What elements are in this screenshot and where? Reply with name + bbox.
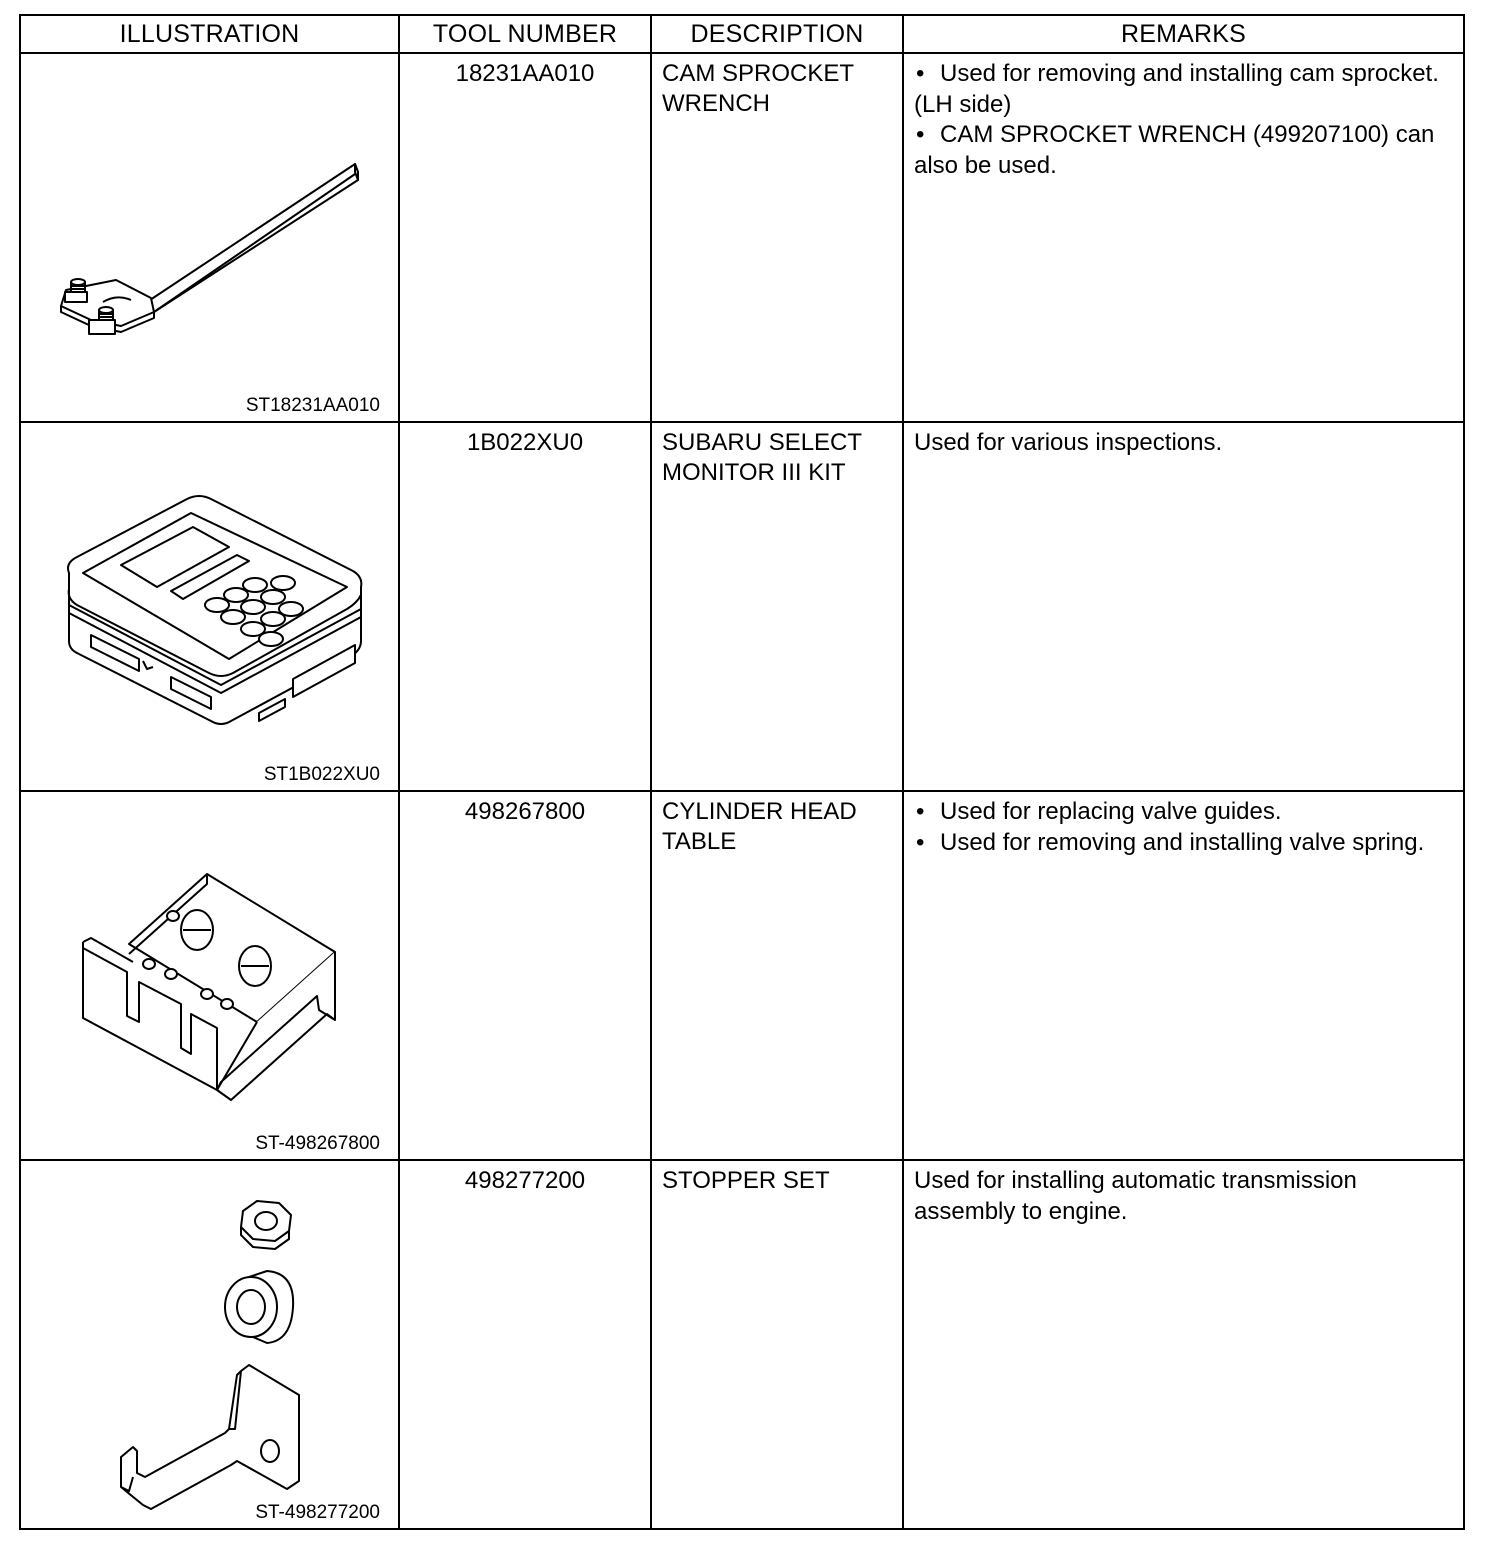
remark-text: also be used. (914, 151, 1057, 179)
tool-number-cell: 18231AA010 (399, 53, 651, 422)
description-line: CAM SPROCKET (662, 60, 855, 87)
cylinder-head-table-icon (21, 792, 400, 1157)
illustration-cell (20, 422, 399, 791)
illustration-cell (20, 53, 399, 422)
illustration-cell (20, 791, 399, 1160)
table-row (20, 422, 1464, 791)
bullet-icon: • (916, 121, 925, 148)
remark-text: (LH side) (914, 90, 1012, 118)
remarks-cell (903, 53, 1464, 422)
special-tools-table (19, 14, 1465, 1530)
table-row (20, 791, 1464, 1160)
remark-text: assembly to engine. (914, 1197, 1128, 1225)
remarks-cell (903, 791, 1464, 1160)
description-cell (651, 1160, 903, 1529)
bullet-icon: • (916, 798, 925, 825)
remark-text: Used for installing automatic transmission (914, 1167, 1357, 1194)
remarks-cell (903, 1160, 1464, 1529)
description-line: WRENCH (662, 90, 770, 117)
description-cell (651, 422, 903, 791)
description-line: STOPPER SET (662, 1167, 830, 1194)
remark-bullet-item (914, 797, 1453, 828)
illustration-cell (20, 1160, 399, 1529)
header-remarks: REMARKS (903, 15, 1464, 53)
remark-text: Used for various inspections. (914, 429, 1223, 456)
description-line: TABLE (662, 828, 737, 855)
header-tool-number: TOOL NUMBER (399, 15, 651, 53)
description-line: MONITOR III KIT (662, 459, 846, 486)
table-row (20, 53, 1464, 422)
illustration-label: ST-498267800 (255, 1133, 380, 1154)
header-row (20, 15, 1464, 53)
illustration-label: ST18231AA010 (245, 395, 380, 416)
illustration-label: ST-498277200 (255, 1502, 380, 1523)
tool-number-cell: 498277200 (399, 1160, 651, 1529)
remark-bullet-item (914, 120, 1453, 151)
description-cell (651, 53, 903, 422)
select-monitor-device-icon (21, 423, 400, 788)
remark-text: Used for removing and installing cam sprocket. (940, 60, 1439, 87)
description-line: CYLINDER HEAD (662, 798, 857, 825)
remark-text: Used for removing and installing valve spring. (940, 828, 1425, 856)
tool-number-cell: 1B022XU0 (399, 422, 651, 791)
table-row (20, 1160, 1464, 1529)
header-description: DESCRIPTION (651, 15, 903, 53)
illustration-label: ST1B022XU0 (263, 764, 380, 785)
remark-bullet-item (914, 59, 1453, 90)
cam-sprocket-wrench-icon (21, 54, 400, 419)
remark-bullet-item (914, 828, 1453, 859)
remark-text: CAM SPROCKET WRENCH (499207100) can (940, 121, 1435, 148)
remarks-cell (903, 422, 1464, 791)
remark-text: Used for replacing valve guides. (940, 798, 1282, 825)
bullet-icon: • (916, 60, 925, 87)
bullet-icon: • (916, 828, 925, 856)
tool-number-cell: 498267800 (399, 791, 651, 1160)
stopper-set-icon (21, 1161, 400, 1526)
description-line: SUBARU SELECT (662, 429, 863, 456)
description-cell (651, 791, 903, 1160)
header-illustration: ILLUSTRATION (20, 15, 399, 53)
